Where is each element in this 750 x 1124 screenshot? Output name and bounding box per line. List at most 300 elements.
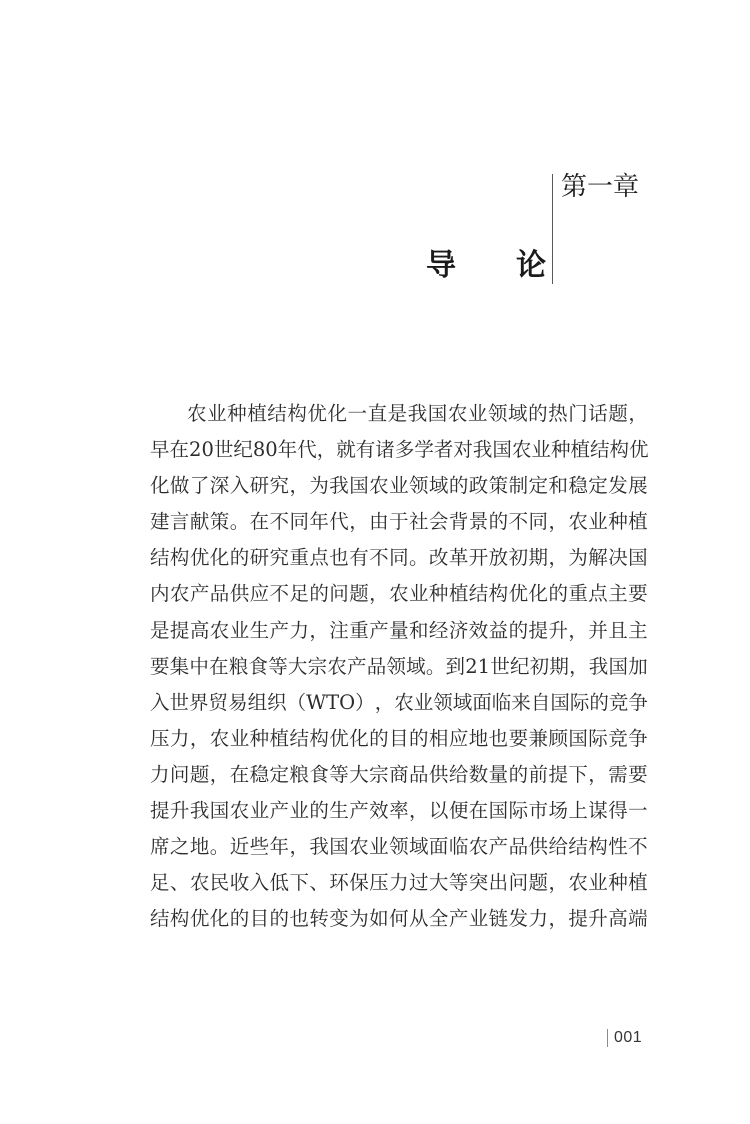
body-glyph: 的 bbox=[269, 907, 290, 931]
body-glyph: 农 bbox=[189, 871, 210, 895]
body-glyph: ， bbox=[349, 510, 369, 534]
body-glyph: 种 bbox=[428, 582, 449, 606]
body-glyph: 构 bbox=[588, 835, 608, 859]
body-glyph: 在 bbox=[249, 510, 270, 534]
body-glyph: 植 bbox=[247, 402, 267, 425]
body-glyph: 以 bbox=[428, 799, 449, 823]
body-glyph: 升 bbox=[169, 799, 190, 823]
body-glyph: 顾 bbox=[548, 726, 568, 750]
body-glyph: 自 bbox=[530, 690, 551, 714]
body-glyph: 入 bbox=[229, 474, 250, 498]
body-glyph: ， bbox=[548, 510, 568, 534]
body-glyph: 国 bbox=[329, 835, 349, 859]
body-glyph: 给 bbox=[448, 762, 469, 786]
body-glyph: 域 bbox=[406, 654, 426, 678]
body-glyph: 就 bbox=[336, 438, 356, 462]
body-glyph: 种 bbox=[249, 726, 270, 750]
body-line bbox=[150, 432, 648, 468]
body-glyph: 究 bbox=[269, 474, 290, 498]
body-glyph: 给 bbox=[548, 835, 568, 859]
body-glyph: 宗 bbox=[307, 654, 328, 678]
body-glyph: 业 bbox=[207, 402, 227, 425]
body-line bbox=[150, 396, 648, 432]
body-glyph: 业 bbox=[229, 726, 250, 750]
body-glyph: 同 bbox=[389, 546, 409, 570]
body-glyph: 问 bbox=[169, 762, 190, 786]
body-glyph: 学 bbox=[414, 438, 434, 462]
body-glyph: 国 bbox=[568, 726, 588, 750]
body-glyph: 环 bbox=[329, 871, 349, 895]
body-glyph: ， bbox=[628, 402, 648, 425]
body-glyph: 提 bbox=[169, 618, 190, 642]
body-glyph: 会 bbox=[428, 510, 449, 534]
body-glyph: 世 bbox=[213, 438, 234, 462]
body-glyph: 题 bbox=[608, 402, 628, 425]
body-glyph: ， bbox=[569, 654, 589, 678]
body-glyph: 化 bbox=[209, 907, 230, 931]
body-glyph: 植 bbox=[628, 871, 648, 895]
body-glyph: 效 bbox=[369, 799, 389, 823]
body-glyph: 的 bbox=[229, 546, 250, 570]
body-glyph: 性 bbox=[608, 835, 628, 859]
body-glyph: 农 bbox=[389, 582, 409, 606]
body-glyph: 为 bbox=[568, 546, 588, 570]
body-glyph: ， bbox=[369, 582, 389, 606]
body-glyph: 同 bbox=[528, 510, 549, 534]
body-glyph: 供 bbox=[229, 582, 250, 606]
body-glyph: 竞 bbox=[608, 726, 628, 750]
body-glyph: 解 bbox=[588, 546, 608, 570]
body-line bbox=[150, 793, 648, 829]
body-glyph: 在 bbox=[229, 762, 250, 786]
body-glyph: 开 bbox=[468, 546, 489, 570]
body-glyph: 。 bbox=[209, 835, 230, 859]
body-glyph: 构 bbox=[609, 438, 629, 462]
body-glyph: 组 bbox=[247, 690, 268, 714]
body-glyph: 发 bbox=[608, 474, 628, 498]
chapter-title-char: 论 bbox=[516, 248, 546, 283]
body-glyph: 业 bbox=[531, 438, 551, 462]
body-glyph: 品 bbox=[209, 582, 230, 606]
body-glyph: 应 bbox=[249, 582, 270, 606]
body-glyph: ， bbox=[374, 690, 395, 714]
body-glyph: 业 bbox=[389, 474, 409, 498]
body-glyph: 贸 bbox=[208, 690, 229, 714]
body-glyph: 益 bbox=[488, 618, 509, 642]
body-glyph: 些 bbox=[249, 835, 270, 859]
body-glyph: 品 bbox=[366, 654, 387, 678]
body-line bbox=[150, 901, 648, 937]
body-glyph: 点 bbox=[588, 582, 608, 606]
body-glyph: ， bbox=[289, 474, 309, 498]
body-glyph: 国 bbox=[608, 654, 628, 678]
body-glyph: 革 bbox=[448, 546, 469, 570]
body-glyph: 入 bbox=[150, 690, 170, 714]
body-glyph: 主 bbox=[628, 618, 648, 642]
body-glyph: 产 bbox=[488, 835, 509, 859]
body-glyph: 地 bbox=[189, 835, 210, 859]
body-glyph: 品 bbox=[408, 762, 429, 786]
body-glyph: 面 bbox=[428, 835, 449, 859]
body-glyph: 农 bbox=[568, 510, 588, 534]
body-glyph: 在 bbox=[169, 438, 190, 462]
body-glyph: 粮 bbox=[289, 762, 309, 786]
body-glyph: 是 bbox=[150, 618, 170, 642]
body-glyph: 展 bbox=[628, 474, 648, 498]
body-glyph: 话 bbox=[588, 402, 608, 425]
body-glyph: 际 bbox=[588, 726, 608, 750]
body-glyph: 领 bbox=[433, 690, 453, 714]
body-glyph: 的 bbox=[528, 402, 548, 425]
body-glyph: 地 bbox=[468, 726, 489, 750]
body-glyph: 研 bbox=[249, 546, 270, 570]
body-glyph: 国 bbox=[427, 402, 448, 425]
body-glyph: 率 bbox=[389, 799, 409, 823]
body-line bbox=[150, 829, 648, 865]
body-glyph: 提 bbox=[150, 799, 170, 823]
body-glyph: 产 bbox=[448, 907, 469, 931]
body-glyph: 域 bbox=[452, 690, 473, 714]
body-glyph: 要 bbox=[628, 582, 648, 606]
body-glyph: 下 bbox=[568, 762, 588, 786]
body-glyph: 提 bbox=[568, 907, 588, 931]
body-glyph: 临 bbox=[491, 690, 512, 714]
body-glyph: 大 bbox=[287, 654, 308, 678]
body-glyph: 农 bbox=[394, 690, 414, 714]
body-glyph: 农 bbox=[209, 618, 230, 642]
body-glyph: 问 bbox=[508, 871, 529, 895]
body-glyph: 低 bbox=[269, 871, 290, 895]
body-glyph: 者 bbox=[433, 438, 454, 462]
body-glyph: 制 bbox=[508, 474, 529, 498]
body-glyph: 热 bbox=[548, 402, 568, 425]
body-glyph: 近 bbox=[229, 835, 250, 859]
body-glyph: 结 bbox=[267, 402, 287, 425]
body-glyph: 农 bbox=[229, 799, 250, 823]
body-glyph: 研 bbox=[249, 474, 270, 498]
body-glyph: 农 bbox=[327, 654, 347, 678]
body-glyph: 做 bbox=[169, 474, 190, 498]
body-glyph: 主 bbox=[608, 582, 628, 606]
body-glyph: 期 bbox=[549, 654, 569, 678]
body-glyph: 问 bbox=[329, 582, 349, 606]
body-glyph: ， bbox=[209, 762, 230, 786]
body-glyph: 献 bbox=[189, 510, 210, 534]
body-glyph: 结 bbox=[568, 835, 588, 859]
body-glyph: 量 bbox=[488, 762, 509, 786]
body-glyph: 稳 bbox=[568, 474, 588, 498]
body-glyph: 一 bbox=[628, 799, 648, 823]
body-glyph: 我 bbox=[588, 654, 609, 678]
body-glyph: 优 bbox=[189, 907, 210, 931]
body-glyph: 升 bbox=[588, 907, 608, 931]
body-glyph: 构 bbox=[309, 726, 329, 750]
body-glyph: 的 bbox=[369, 726, 389, 750]
body-glyph: 结 bbox=[150, 546, 170, 570]
body-glyph: 重 bbox=[289, 546, 309, 570]
body-glyph: 的 bbox=[408, 726, 429, 750]
body-glyph: 农 bbox=[568, 871, 588, 895]
body-glyph: 商 bbox=[389, 762, 409, 786]
body-glyph: 改 bbox=[428, 546, 449, 570]
body-glyph: 农 bbox=[187, 402, 207, 425]
body-glyph: 全 bbox=[428, 907, 449, 931]
body-glyph: 政 bbox=[468, 474, 489, 498]
body-glyph: 了 bbox=[189, 474, 210, 498]
body-line bbox=[150, 649, 648, 685]
body-glyph: 收 bbox=[229, 871, 250, 895]
body-glyph: 优 bbox=[629, 438, 649, 462]
body-glyph: 年 bbox=[277, 438, 298, 462]
body-glyph: 国 bbox=[492, 438, 512, 462]
body-glyph: 等 bbox=[329, 762, 349, 786]
body-glyph: 农 bbox=[349, 835, 369, 859]
body-glyph: 定 bbox=[528, 474, 549, 498]
body-glyph: 内 bbox=[150, 582, 170, 606]
body-glyph: 粮 bbox=[228, 654, 249, 678]
body-glyph: 也 bbox=[488, 726, 509, 750]
body-glyph: 不 bbox=[269, 510, 290, 534]
body-glyph: 转 bbox=[309, 907, 329, 931]
body-glyph: 、 bbox=[309, 871, 329, 895]
body-glyph: 链 bbox=[488, 907, 509, 931]
body-line bbox=[150, 757, 648, 793]
body-glyph: 面 bbox=[472, 690, 492, 714]
body-glyph: 域 bbox=[508, 402, 528, 425]
body-glyph: 结 bbox=[289, 726, 309, 750]
body-glyph: 足 bbox=[289, 582, 309, 606]
body-glyph: 供 bbox=[428, 762, 449, 786]
body-glyph: 种 bbox=[608, 871, 628, 895]
body-glyph: 农 bbox=[169, 582, 190, 606]
body-glyph: ， bbox=[316, 438, 337, 462]
body-glyph: 直 bbox=[367, 402, 388, 425]
body-glyph: 有 bbox=[355, 438, 376, 462]
body-glyph: 言 bbox=[169, 510, 190, 534]
body-line bbox=[150, 865, 648, 901]
body-glyph: 压 bbox=[150, 726, 170, 750]
body-glyph: 的 bbox=[508, 618, 529, 642]
body-glyph: 题 bbox=[528, 871, 549, 895]
body-glyph: 世 bbox=[490, 654, 510, 678]
body-glyph: 年 bbox=[309, 510, 329, 534]
body-glyph: 业 bbox=[249, 799, 270, 823]
body-glyph: 要 bbox=[508, 726, 529, 750]
body-glyph: 化 bbox=[209, 546, 230, 570]
body-glyph: 相 bbox=[428, 726, 449, 750]
body-glyph: 优 bbox=[307, 402, 327, 425]
body-glyph: 域 bbox=[428, 474, 449, 498]
body-glyph: 得 bbox=[608, 799, 628, 823]
body-glyph: 要 bbox=[150, 654, 170, 678]
body-glyph: 供 bbox=[528, 835, 549, 859]
body-glyph: 在 bbox=[468, 799, 489, 823]
body-glyph: 植 bbox=[570, 438, 590, 462]
body-glyph: 等 bbox=[448, 871, 469, 895]
body-glyph: 产 bbox=[269, 799, 290, 823]
body-glyph: 业 bbox=[369, 835, 389, 859]
body-glyph: ， bbox=[289, 835, 309, 859]
body-glyph: 上 bbox=[568, 799, 588, 823]
body-glyph: 从 bbox=[408, 907, 429, 931]
body-glyph: 民 bbox=[209, 871, 230, 895]
body-glyph: 力 bbox=[389, 871, 409, 895]
body-glyph: 产 bbox=[347, 654, 367, 678]
body-line bbox=[150, 613, 648, 649]
body-glyph: 中 bbox=[189, 654, 209, 678]
body-glyph: 在 bbox=[209, 654, 229, 678]
body-glyph: 界 bbox=[189, 690, 209, 714]
body-glyph: 压 bbox=[369, 871, 389, 895]
body-glyph: 为 bbox=[309, 474, 329, 498]
body-glyph: 优 bbox=[189, 546, 210, 570]
body-glyph: 代 bbox=[297, 438, 317, 462]
body-glyph: 同 bbox=[289, 510, 309, 534]
body-glyph: 场 bbox=[548, 799, 568, 823]
body-glyph: 定 bbox=[269, 762, 290, 786]
body-glyph: 点 bbox=[309, 546, 329, 570]
body-glyph: 出 bbox=[488, 871, 509, 895]
body-glyph: 谋 bbox=[588, 799, 608, 823]
body-glyph: 并 bbox=[588, 618, 608, 642]
body-glyph: 、 bbox=[169, 871, 190, 895]
body-glyph: 早 bbox=[150, 438, 170, 462]
body-glyph: 的 bbox=[589, 690, 609, 714]
body-glyph: 为 bbox=[349, 907, 369, 931]
body-glyph: 定 bbox=[588, 474, 608, 498]
body-glyph: 20 bbox=[189, 438, 214, 462]
body-glyph: 的 bbox=[488, 510, 509, 534]
body-glyph: 决 bbox=[608, 546, 628, 570]
body-glyph: 多 bbox=[394, 438, 415, 462]
body-glyph: 业 bbox=[408, 582, 429, 606]
body-glyph: 。 bbox=[408, 546, 429, 570]
body-glyph: 宗 bbox=[369, 762, 389, 786]
body-glyph: 纪 bbox=[233, 438, 253, 462]
body-glyph: 构 bbox=[169, 546, 190, 570]
body-glyph: 初 bbox=[529, 654, 550, 678]
body-line bbox=[150, 504, 648, 540]
body-glyph: 结 bbox=[589, 438, 610, 462]
body-glyph: 之 bbox=[169, 835, 190, 859]
body-glyph: 不 bbox=[369, 546, 389, 570]
body-glyph: 变 bbox=[329, 907, 349, 931]
body-line bbox=[150, 721, 648, 757]
body-glyph: 和 bbox=[408, 618, 429, 642]
body-glyph: 产 bbox=[269, 618, 290, 642]
body-glyph: 化 bbox=[327, 402, 347, 425]
body-glyph: 前 bbox=[528, 762, 549, 786]
body-line bbox=[150, 576, 648, 612]
body-glyph: 优 bbox=[508, 582, 529, 606]
body-glyph: 也 bbox=[289, 907, 309, 931]
body-line bbox=[150, 685, 648, 721]
body-glyph: 力 bbox=[150, 762, 170, 786]
body-glyph: 目 bbox=[249, 907, 270, 931]
body-glyph: 足 bbox=[150, 871, 170, 895]
body-glyph: 领 bbox=[386, 654, 406, 678]
body-glyph: 不 bbox=[508, 510, 529, 534]
body-glyph: 生 bbox=[329, 799, 349, 823]
body-glyph: 重 bbox=[349, 618, 369, 642]
body-glyph: WTO bbox=[306, 690, 356, 714]
body-glyph: 80 bbox=[252, 438, 278, 462]
body-glyph: 等 bbox=[268, 654, 288, 678]
body-glyph: 社 bbox=[408, 510, 429, 534]
body-glyph: 背 bbox=[448, 510, 469, 534]
body-glyph: 植 bbox=[448, 582, 469, 606]
body-glyph: ， bbox=[568, 618, 588, 642]
body-glyph: 量 bbox=[389, 618, 409, 642]
body-glyph: 端 bbox=[628, 907, 648, 931]
body-glyph: 生 bbox=[249, 618, 270, 642]
body-glyph: 业 bbox=[289, 799, 309, 823]
body-glyph: 产 bbox=[189, 582, 210, 606]
body-line bbox=[150, 468, 648, 504]
body-glyph: 植 bbox=[269, 726, 290, 750]
body-glyph: 注 bbox=[329, 618, 349, 642]
chapter-title-char: 导 bbox=[426, 248, 456, 283]
body-glyph: 题 bbox=[189, 762, 210, 786]
body-glyph: 年 bbox=[269, 835, 290, 859]
body-glyph: 种 bbox=[550, 438, 571, 462]
chapter-title bbox=[426, 244, 546, 288]
body-glyph: 化 bbox=[528, 582, 549, 606]
body-glyph: 何 bbox=[389, 907, 409, 931]
body-glyph: 构 bbox=[287, 402, 307, 425]
body-glyph: 食 bbox=[248, 654, 269, 678]
body-glyph: 农 bbox=[447, 402, 468, 425]
body-glyph: 席 bbox=[150, 835, 170, 859]
body-glyph: 业 bbox=[413, 690, 434, 714]
body-glyph: 领 bbox=[389, 835, 409, 859]
body-glyph: 际 bbox=[508, 799, 529, 823]
body-glyph: 的 bbox=[548, 582, 568, 606]
body-glyph: 来 bbox=[511, 690, 531, 714]
body-glyph: 争 bbox=[628, 726, 648, 750]
page-number: 001 bbox=[614, 1029, 643, 1046]
body-glyph: 的 bbox=[508, 762, 529, 786]
body-glyph: 大 bbox=[428, 871, 449, 895]
body-glyph: 产 bbox=[369, 618, 389, 642]
body-glyph: 构 bbox=[488, 582, 509, 606]
body-glyph: 争 bbox=[628, 690, 648, 714]
body-glyph: 域 bbox=[408, 835, 429, 859]
body-glyph: ， bbox=[548, 871, 568, 895]
body-glyph: 的 bbox=[448, 474, 469, 498]
body-glyph: 我 bbox=[472, 438, 493, 462]
body-glyph: 的 bbox=[309, 799, 329, 823]
body-glyph: 需 bbox=[608, 762, 628, 786]
body-glyph: 构 bbox=[169, 907, 190, 931]
body-glyph: 领 bbox=[408, 474, 429, 498]
page-number-rule bbox=[607, 1029, 608, 1047]
body-glyph: 农 bbox=[511, 438, 532, 462]
body-glyph: 21 bbox=[465, 654, 491, 678]
body-glyph: 加 bbox=[628, 654, 648, 678]
body-glyph: 植 bbox=[628, 510, 648, 534]
body-glyph: 效 bbox=[468, 618, 489, 642]
body-glyph: 织 bbox=[267, 690, 287, 714]
body-glyph: 我 bbox=[329, 474, 349, 498]
body-glyph: ， bbox=[588, 762, 608, 786]
body-glyph: 业 bbox=[467, 402, 488, 425]
body-glyph: 不 bbox=[628, 835, 648, 859]
body-line bbox=[150, 540, 648, 576]
body-glyph: 经 bbox=[428, 618, 449, 642]
body-glyph: 集 bbox=[169, 654, 190, 678]
body-glyph: 发 bbox=[508, 907, 529, 931]
